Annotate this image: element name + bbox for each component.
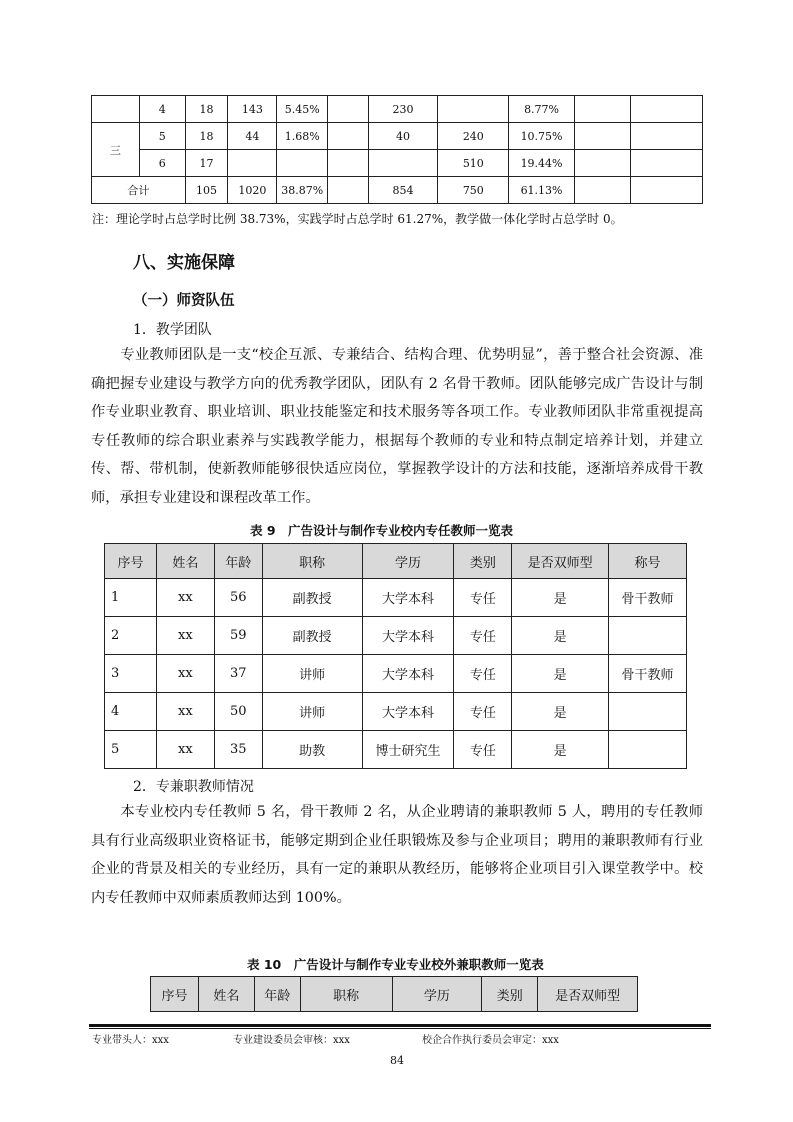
- paragraph-staff-situation: 本专业校内专任教师 5 名，骨干教师 2 名，从企业聘请的兼职教师 5 人，聘用的专任教师具有行业高级职业资格证书，能够定期到企业任职锻炼及参与企业项目；聘用的兼职教师有行业企业的背景及相关的专业经历，具有一定的兼职从教经历，能够将企业项目引入课堂教学中。校内专任教师中双师素质教师达到 100%。: [91, 804, 703, 906]
- table-row: 4 18 143 5.45% 230 8.77%: [92, 96, 703, 123]
- paragraph-teaching-team: 专业教师团队是一支“校企互派、专兼结合、结构合理、优势明显”，善于整合社会资源、准确把握专业建设与教学方向的优秀教学团队，团队有 2 名骨干教师。团队能够完成广告设计与制作专业职业教育、职业培训、职业技能鉴定和技术服务等各项工作。专业教师团队非常重视提高专任教师的综合职业素养与实践教学能力，根据每个教师的专业和特点制定培养计划，并建立传、帮、带机制，使新教师能够很快适应岗位，掌握教学设计的方法和技能，逐渐培养成骨干教师，承担专业建设和课程改革工作。: [91, 347, 703, 506]
- footer-coop: 校企合作执行委员会审定：xxx: [422, 1035, 559, 1046]
- footer-rule: [89, 1024, 711, 1027]
- page-number: 84: [390, 1054, 404, 1067]
- footer-committee: 专业建设委员会审核：xxx: [233, 1035, 350, 1046]
- table9-caption: 表 9 广告设计与制作专业校内专任教师一览表: [250, 523, 514, 538]
- table-row: 5 xx 35 助教 博士研究生 专任 是: [105, 731, 687, 769]
- semester-cell: 三: [92, 123, 140, 177]
- table-total-row: 合计 105 1020 38.87% 854 750 61.13%: [92, 177, 703, 204]
- footer-lead: 专业带头人：xxx: [92, 1035, 169, 1046]
- table-row: 三 5 18 44 1.68% 40 240 10.75%: [92, 123, 703, 150]
- parttime-teachers-table: [150, 976, 638, 1012]
- item-title: 2．专兼职教师情况: [133, 779, 254, 795]
- table-header-row: 序号 姓名 年龄 职称 学历 类别 是否双师型 称号: [105, 544, 687, 579]
- table-row: 6 17 510 19.44%: [92, 150, 703, 177]
- footer-rule-thin: [89, 1028, 711, 1029]
- table-row: 3 xx 37 讲师 大学本科 专任 是 骨干教师: [105, 655, 687, 693]
- table-row: 1 xx 56 副教授 大学本科 专任 是 骨干教师: [105, 579, 687, 617]
- item-title: 1．教学团队: [133, 322, 212, 338]
- table-header-row: 序号 姓名 年龄 职称 学历 类别 是否双师型: [151, 977, 638, 1012]
- table-row: 2 xx 59 副教授 大学本科 专任 是: [105, 617, 687, 655]
- table-row: 4 xx 50 讲师 大学本科 专任 是: [105, 693, 687, 731]
- table10-caption: 表 10 广告设计与制作专业专业校外兼职教师一览表: [247, 957, 544, 972]
- course-hours-table: [91, 95, 703, 204]
- subsection-title: （一）师资队伍: [133, 293, 235, 309]
- fulltime-teachers-table: [104, 543, 687, 769]
- table-note: 注：理论学时占总学时比例 38.73%，实践学时占总学时 61.27%，教学做一体化学时占总学时 0。: [92, 212, 623, 226]
- section-title: 八、实施保障: [133, 253, 235, 273]
